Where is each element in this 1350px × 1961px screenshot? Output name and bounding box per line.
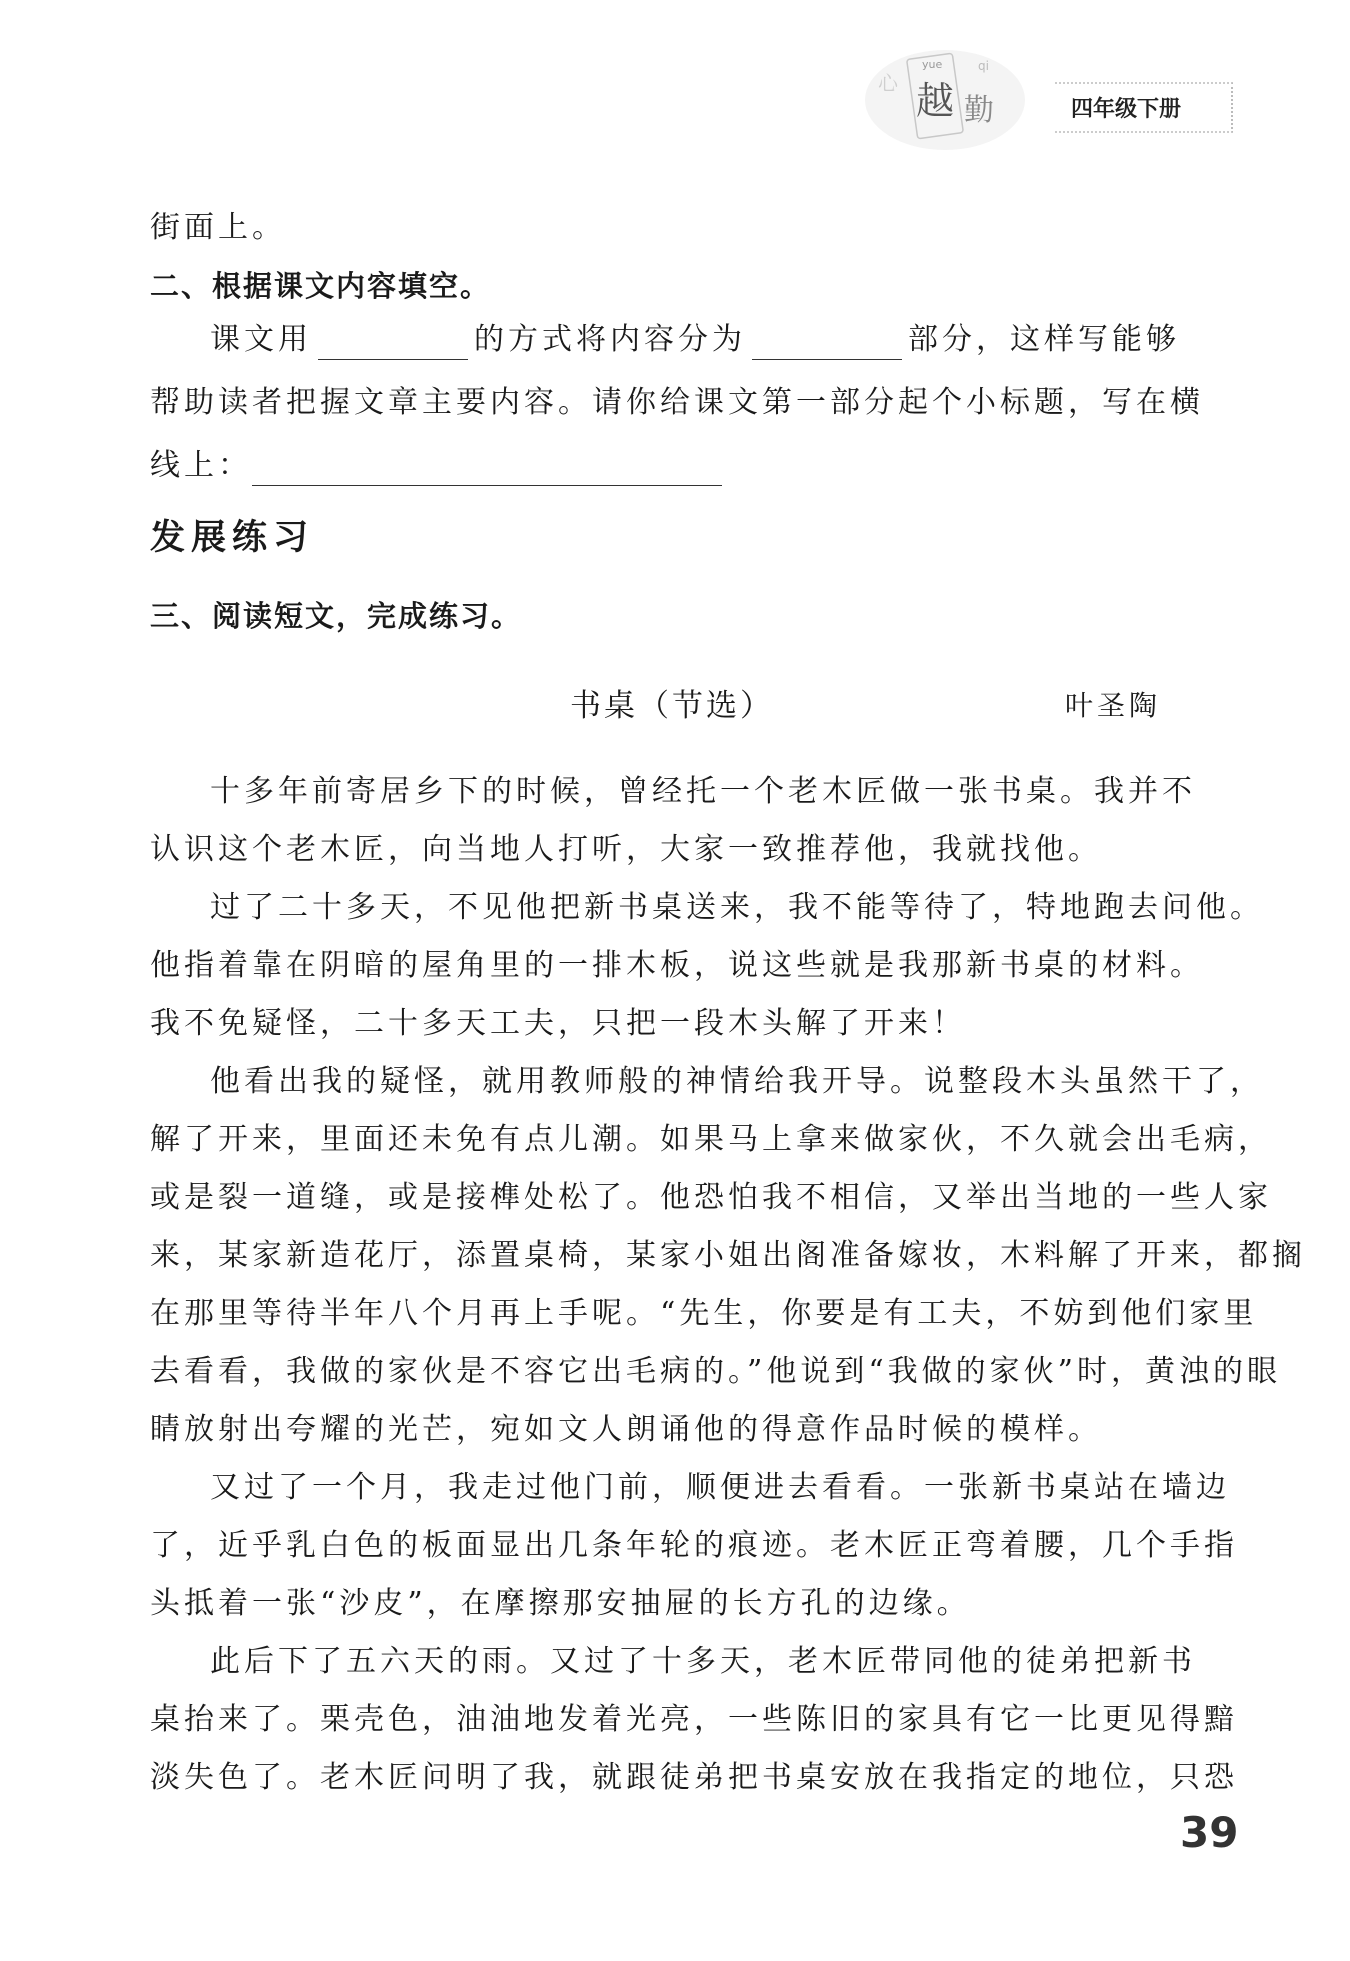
- article-line: 认识这个老木匠，向当地人打听，大家一致推荐他，我就找他。: [150, 832, 1102, 867]
- article-line: 头抵着一张“沙皮”，在摩擦那安抽屉的长方孔的边缘。: [150, 1586, 971, 1621]
- grade-label: 四年级下册: [1055, 82, 1233, 133]
- previous-text-tail: 街面上。: [150, 210, 286, 245]
- article-line: 解了开来，里面还未免有点儿潮。如果马上拿来做家伙，不久就会出毛病，: [150, 1122, 1272, 1157]
- page-header: [840, 30, 1280, 160]
- brand-stamp-logo: [860, 40, 1035, 155]
- article-title: 书桌（节选）: [570, 688, 774, 724]
- fill-blank-method[interactable]: [318, 329, 468, 360]
- question-2-heading: 二、根据课文内容填空。: [150, 269, 492, 303]
- page-number: 39: [1180, 1808, 1239, 1857]
- article-line: 来，某家新造花厅，添置桌椅，某家小姐出阁准备嫁妆，木料解了开来，都搁: [150, 1238, 1306, 1273]
- svg-text:yue: yue: [922, 58, 943, 71]
- section-title: 发展练习: [150, 518, 315, 558]
- question-2-line-3: [150, 446, 1170, 486]
- article-line: 桌抬来了。栗壳色，油油地发着光亮，一些陈旧的家具有它一比更见得黯: [150, 1702, 1238, 1737]
- article-line: 十多年前寄居乡下的时候，曾经托一个老木匠做一张书桌。我并不: [210, 774, 1196, 809]
- svg-text:qi: qi: [978, 59, 989, 73]
- fill-blank-subtitle[interactable]: [252, 455, 722, 486]
- article-line: 或是裂一道缝，或是接榫处松了。他恐怕我不相信，又举出当地的一些人家: [150, 1180, 1272, 1215]
- article-line: 他看出我的疑怪，就用教师般的神情给我开导。说整段木头虽然干了，: [210, 1064, 1264, 1099]
- article-line: 此后下了五六天的雨。又过了十多天，老木匠带同他的徒弟把新书: [210, 1644, 1196, 1679]
- q2-text-a: 课文用: [210, 322, 312, 357]
- article-line: 睛放射出夸耀的光芒，宛如文人朗诵他的得意作品时候的模样。: [150, 1412, 1102, 1447]
- fill-blank-parts[interactable]: [752, 329, 902, 360]
- svg-text:勤: 勤: [964, 93, 994, 128]
- article-line: 了，近乎乳白色的板面显出几条年轮的痕迹。老木匠正弯着腰，几个手指: [150, 1528, 1238, 1563]
- q2-text-line3: 线上：: [150, 448, 252, 483]
- question-2-line-2: 帮助读者把握文章主要内容。请你给课文第一部分起个小标题，写在横: [150, 385, 1204, 420]
- article-line: 他指着靠在阴暗的屋角里的一排木板，说这些就是我那新书桌的材料。: [150, 948, 1204, 983]
- article-line: 又过了一个月，我走过他门前，顺便进去看看。一张新书桌站在墙边: [210, 1470, 1230, 1505]
- q2-text-c: 部分，这样写能够: [908, 322, 1180, 357]
- article-author: 叶圣陶: [1065, 689, 1162, 722]
- q2-text-b: 的方式将内容分为: [474, 322, 746, 357]
- svg-text:心: 心: [878, 71, 898, 95]
- article-line: 过了二十多天，不见他把新书桌送来，我不能等待了，特地跑去问他。: [210, 890, 1264, 925]
- article-line: 淡失色了。老木匠问明了我，就跟徒弟把书桌安放在我指定的地位，只恐: [150, 1760, 1238, 1795]
- article-line: 在那里等待半年八个月再上手呢。“先生，你要是有工夫，不妨到他们家里: [150, 1296, 1258, 1331]
- question-3-heading: 三、阅读短文，完成练习。: [150, 599, 523, 633]
- question-2-line-1: [210, 320, 1180, 360]
- svg-text:越: 越: [916, 79, 955, 123]
- article-line: 去看看，我做的家伙是不容它出毛病的。”他说到“我做的家伙”时，黄浊的眼: [150, 1354, 1282, 1389]
- article-line: 我不免疑怪，二十多天工夫，只把一段木头解了开来！: [150, 1006, 966, 1041]
